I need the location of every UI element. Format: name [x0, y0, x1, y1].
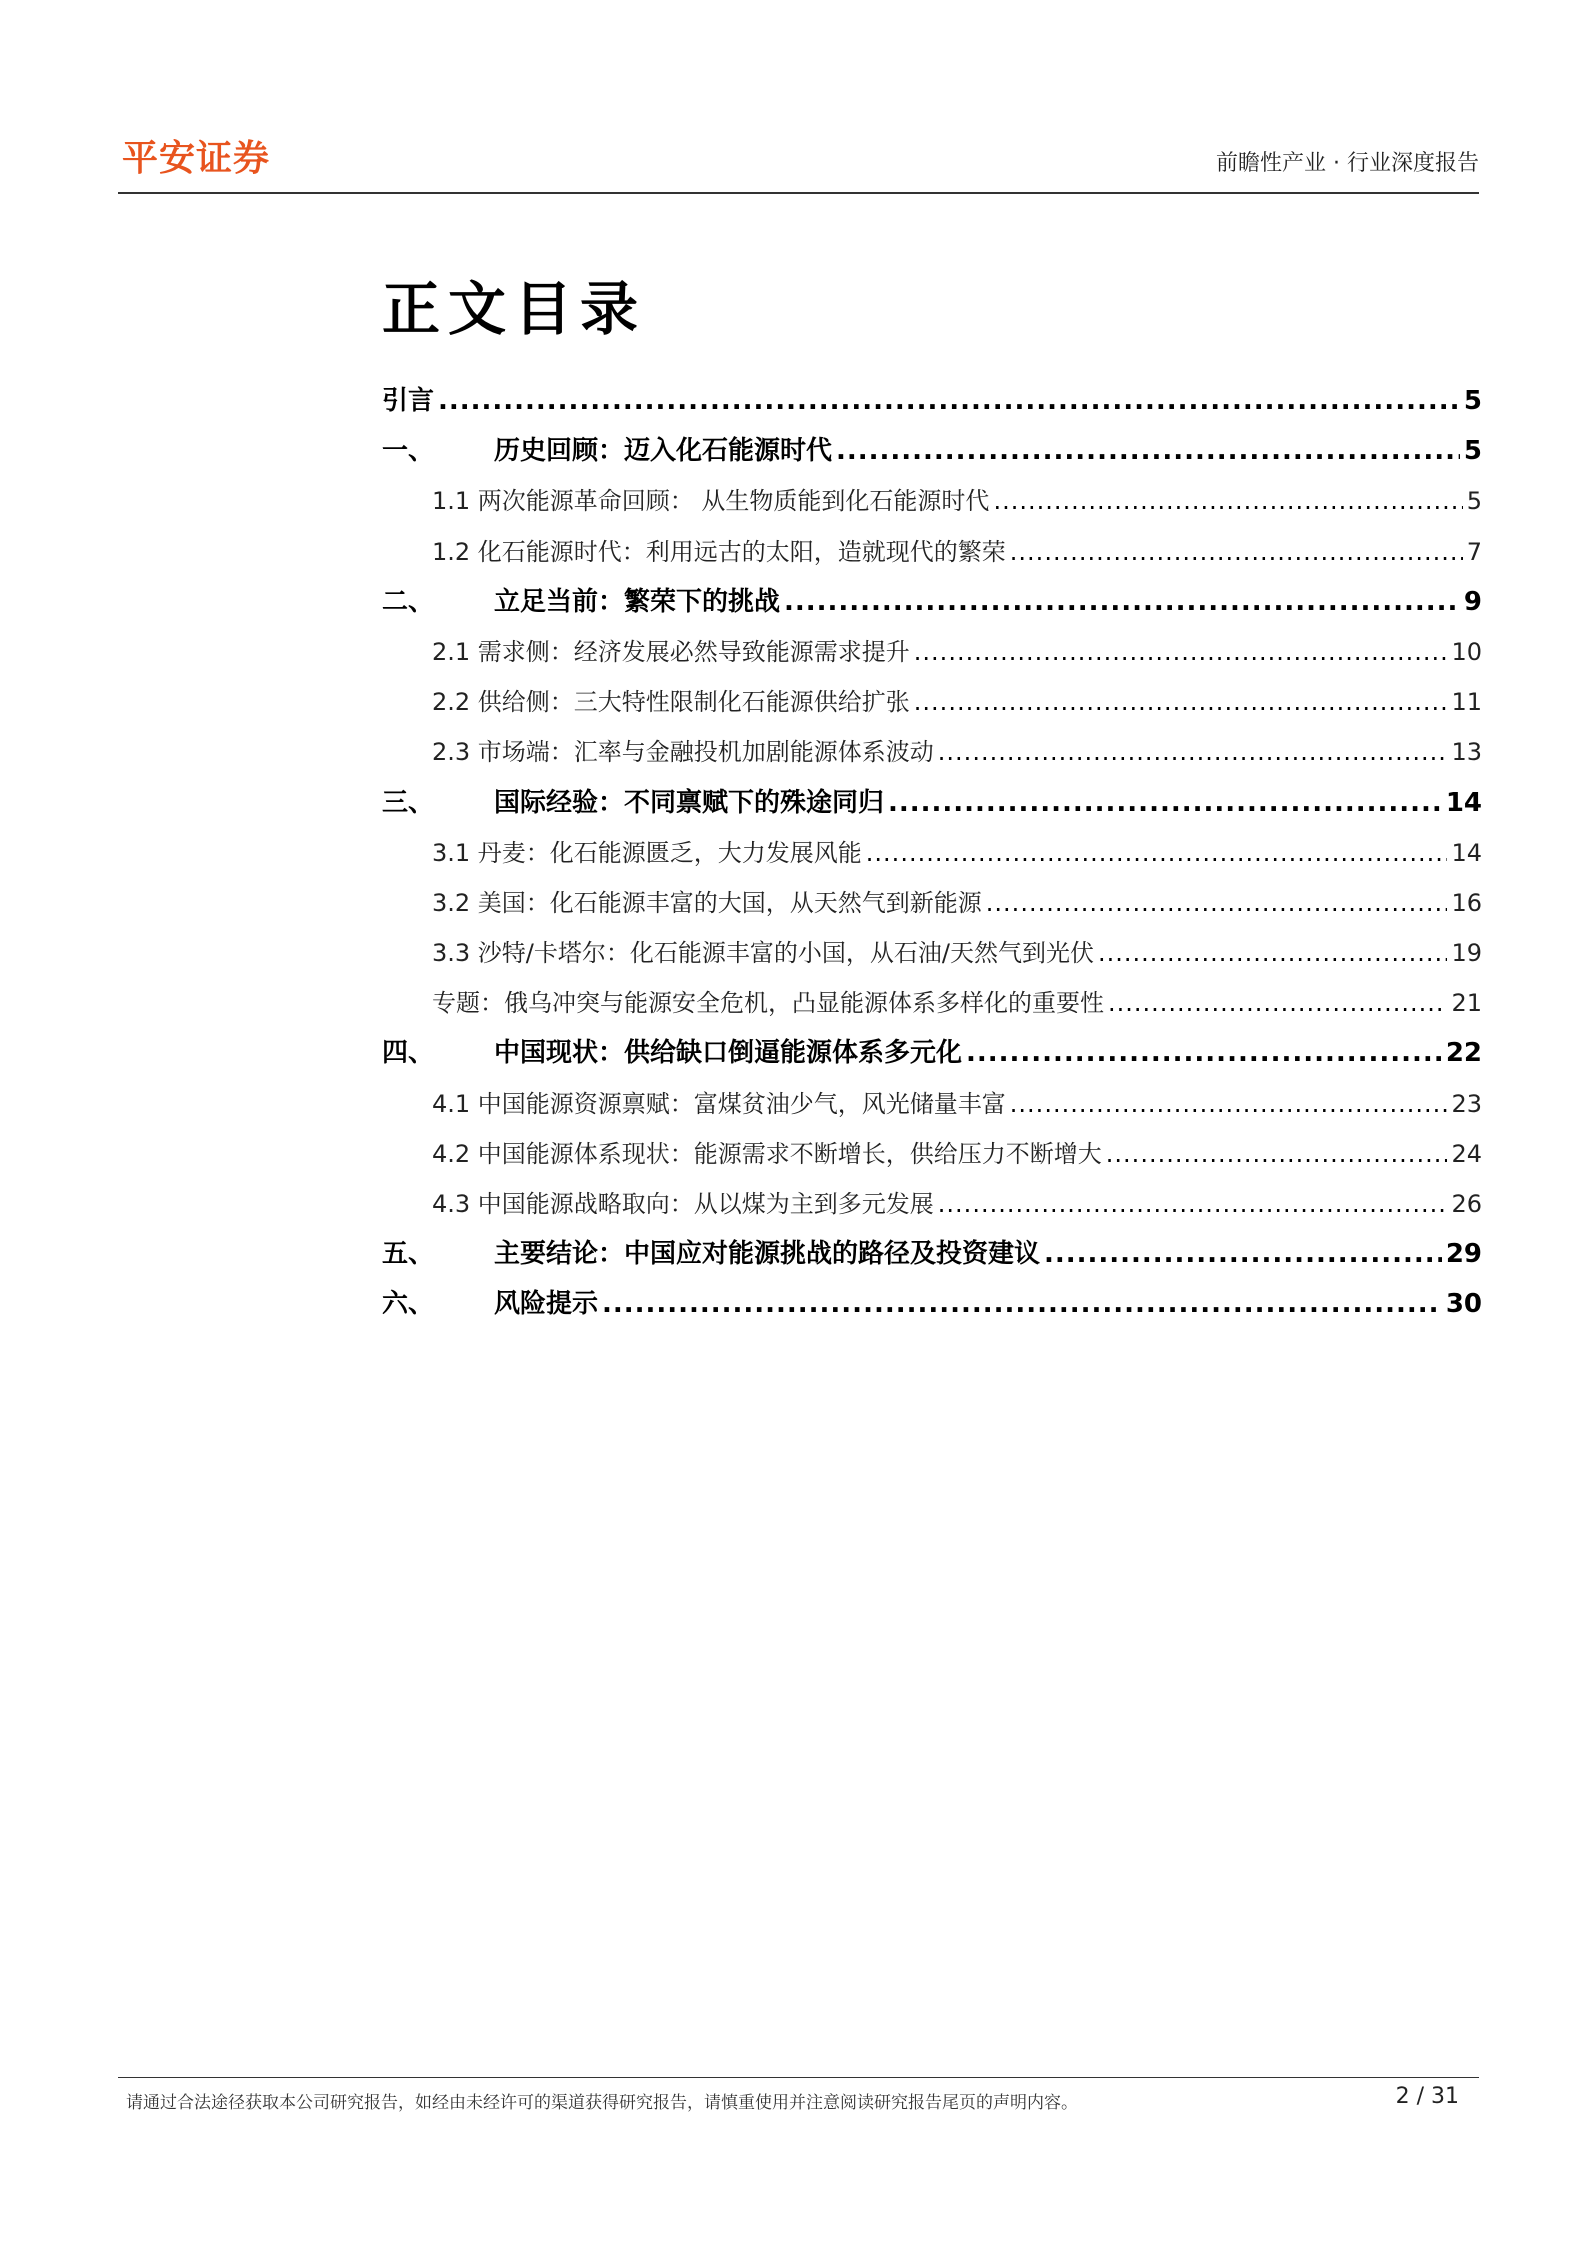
toc-entry[interactable] — [382, 727, 1482, 777]
toc-entry-page: 24 — [1451, 1139, 1482, 1168]
toc-entry-page: 19 — [1451, 939, 1482, 968]
toc-leader-dots — [438, 376, 1460, 426]
footer-divider — [118, 2077, 1479, 2078]
toc-entry[interactable] — [382, 476, 1482, 526]
toc-entry[interactable] — [382, 426, 1482, 476]
toc-leader-dots — [914, 677, 1448, 727]
toc-entry-page: 21 — [1451, 989, 1482, 1018]
toc-title: 正文目录 — [382, 275, 647, 343]
toc-entry-title: 2.2 供给侧：三大特性限制化石能源供给扩张 — [432, 688, 910, 717]
toc-entry-page: 14 — [1451, 838, 1482, 867]
toc-leader-dots — [993, 476, 1462, 526]
toc-entry[interactable] — [382, 928, 1482, 978]
toc-entry-page: 23 — [1451, 1089, 1482, 1118]
toc-entry-title: 立足当前：繁荣下的挑战 — [494, 586, 781, 617]
header-divider — [118, 192, 1479, 194]
toc-entry[interactable] — [382, 1229, 1482, 1279]
toc-entry[interactable] — [382, 828, 1482, 878]
toc-entry-title: 3.2 美国：化石能源丰富的大国，从天然气到新能源 — [432, 888, 982, 917]
toc-entry-title: 2.1 需求侧：经济发展必然导致能源需求提升 — [432, 637, 910, 666]
toc-entry-page: 11 — [1451, 688, 1482, 717]
toc-entry-page: 7 — [1466, 537, 1482, 566]
toc-leader-dots — [938, 727, 1448, 777]
toc-entry-title: 1.2 化石能源时代：利用远古的太阳，造就现代的繁荣 — [432, 537, 1006, 566]
toc-entry-page: 9 — [1463, 586, 1482, 617]
toc-leader-dots — [938, 1179, 1448, 1229]
toc-leader-dots — [1010, 527, 1463, 577]
toc-entry-title: 4.3 中国能源战略取向：从以煤为主到多元发展 — [432, 1190, 934, 1218]
toc-entry[interactable] — [382, 577, 1482, 627]
toc-entry[interactable] — [382, 677, 1482, 727]
toc-leader-dots — [888, 778, 1442, 828]
toc-entry-page: 22 — [1445, 1038, 1482, 1069]
toc-entry[interactable] — [382, 978, 1482, 1028]
toc-entry-page: 5 — [1463, 386, 1482, 416]
toc-entry-title: 中国现状：供给缺口倒逼能源体系多元化 — [494, 1038, 963, 1069]
toc-entry-number: 五、 — [382, 1239, 435, 1270]
toc-entry-page: 14 — [1445, 787, 1482, 818]
toc-leader-dots — [784, 577, 1460, 627]
toc-entry-title: 国际经验：不同禀赋下的殊途同归 — [494, 787, 885, 818]
toc-entry[interactable] — [382, 778, 1482, 828]
toc-entry-title: 专题：俄乌冲突与能源安全危机，凸显能源体系多样化的重要性 — [432, 989, 1104, 1018]
toc-entry-page: 29 — [1445, 1239, 1482, 1270]
toc-entry-number: 二、 — [382, 586, 435, 617]
toc-entry-title: 3.1 丹麦：化石能源匮乏，大力发展风能 — [432, 838, 862, 867]
toc-entry-title: 风险提示 — [494, 1289, 599, 1320]
toc-leader-dots — [966, 1028, 1442, 1078]
toc-entry-title: 4.2 中国能源体系现状：能源需求不断增长，供给压力不断增大 — [432, 1139, 1102, 1168]
toc-leader-dots — [866, 828, 1448, 878]
toc-entry-number: 三、 — [382, 787, 435, 818]
toc-entry-page: 30 — [1445, 1289, 1482, 1320]
toc-leader-dots — [1106, 1129, 1448, 1179]
report-type: 前瞻性产业 · 行业深度报告 — [1216, 151, 1479, 176]
toc-entry[interactable] — [382, 527, 1482, 577]
toc-entry[interactable] — [382, 376, 1482, 426]
toc-entry-page: 16 — [1451, 888, 1482, 917]
toc-entry[interactable] — [382, 1028, 1482, 1078]
toc-entry-title: 2.3 市场端：汇率与金融投机加剧能源体系波动 — [432, 738, 934, 767]
toc-entry-title: 历史回顾：迈入化石能源时代 — [494, 436, 833, 467]
toc-leader-dots — [914, 627, 1448, 677]
company-logo: 平安证券 — [122, 138, 271, 179]
toc-entry[interactable] — [382, 878, 1482, 928]
toc-leader-dots — [986, 878, 1448, 928]
toc-entry-page: 5 — [1466, 487, 1482, 516]
toc-entry-title: 4.1 中国能源资源禀赋：富煤贫油少气，风光储量丰富 — [432, 1089, 1006, 1118]
toc-entry-title: 1.1 两次能源革命回顾： 从生物质能到化石能源时代 — [432, 487, 990, 516]
toc-entry-page: 26 — [1451, 1190, 1482, 1218]
toc-leader-dots — [836, 426, 1460, 476]
toc-entry-title: 3.3 沙特/卡塔尔：化石能源丰富的小国，从石油/天然气到光伏 — [432, 939, 1094, 968]
toc-entry[interactable] — [382, 627, 1482, 677]
toc-leader-dots — [1044, 1229, 1442, 1279]
toc-entry[interactable] — [382, 1079, 1482, 1129]
toc-entry-title: 主要结论：中国应对能源挑战的路径及投资建议 — [494, 1239, 1041, 1270]
toc-entry-title: 引言 — [382, 386, 435, 416]
toc-leader-dots — [1108, 978, 1447, 1028]
toc-entry[interactable] — [382, 1179, 1482, 1229]
footer-disclaimer: 请通过合法途径获取本公司研究报告，如经由未经许可的渠道获得研究报告，请慎重使用并注意阅读研究报告尾页的声明内容。 — [126, 2093, 1078, 2113]
toc-entry-number: 六、 — [382, 1289, 435, 1320]
table-of-contents — [382, 376, 1482, 1330]
toc-entry-page: 5 — [1463, 436, 1482, 467]
toc-leader-dots — [1098, 928, 1447, 978]
toc-entry-page: 13 — [1451, 738, 1482, 767]
page-number: 2 / 31 — [1395, 2084, 1459, 2109]
toc-leader-dots — [602, 1279, 1442, 1329]
toc-entry[interactable] — [382, 1279, 1482, 1329]
toc-entry-number: 四、 — [382, 1038, 435, 1069]
toc-entry[interactable] — [382, 1129, 1482, 1179]
toc-entry-number: 一、 — [382, 436, 435, 467]
toc-leader-dots — [1010, 1079, 1448, 1129]
toc-entry-page: 10 — [1451, 637, 1482, 666]
